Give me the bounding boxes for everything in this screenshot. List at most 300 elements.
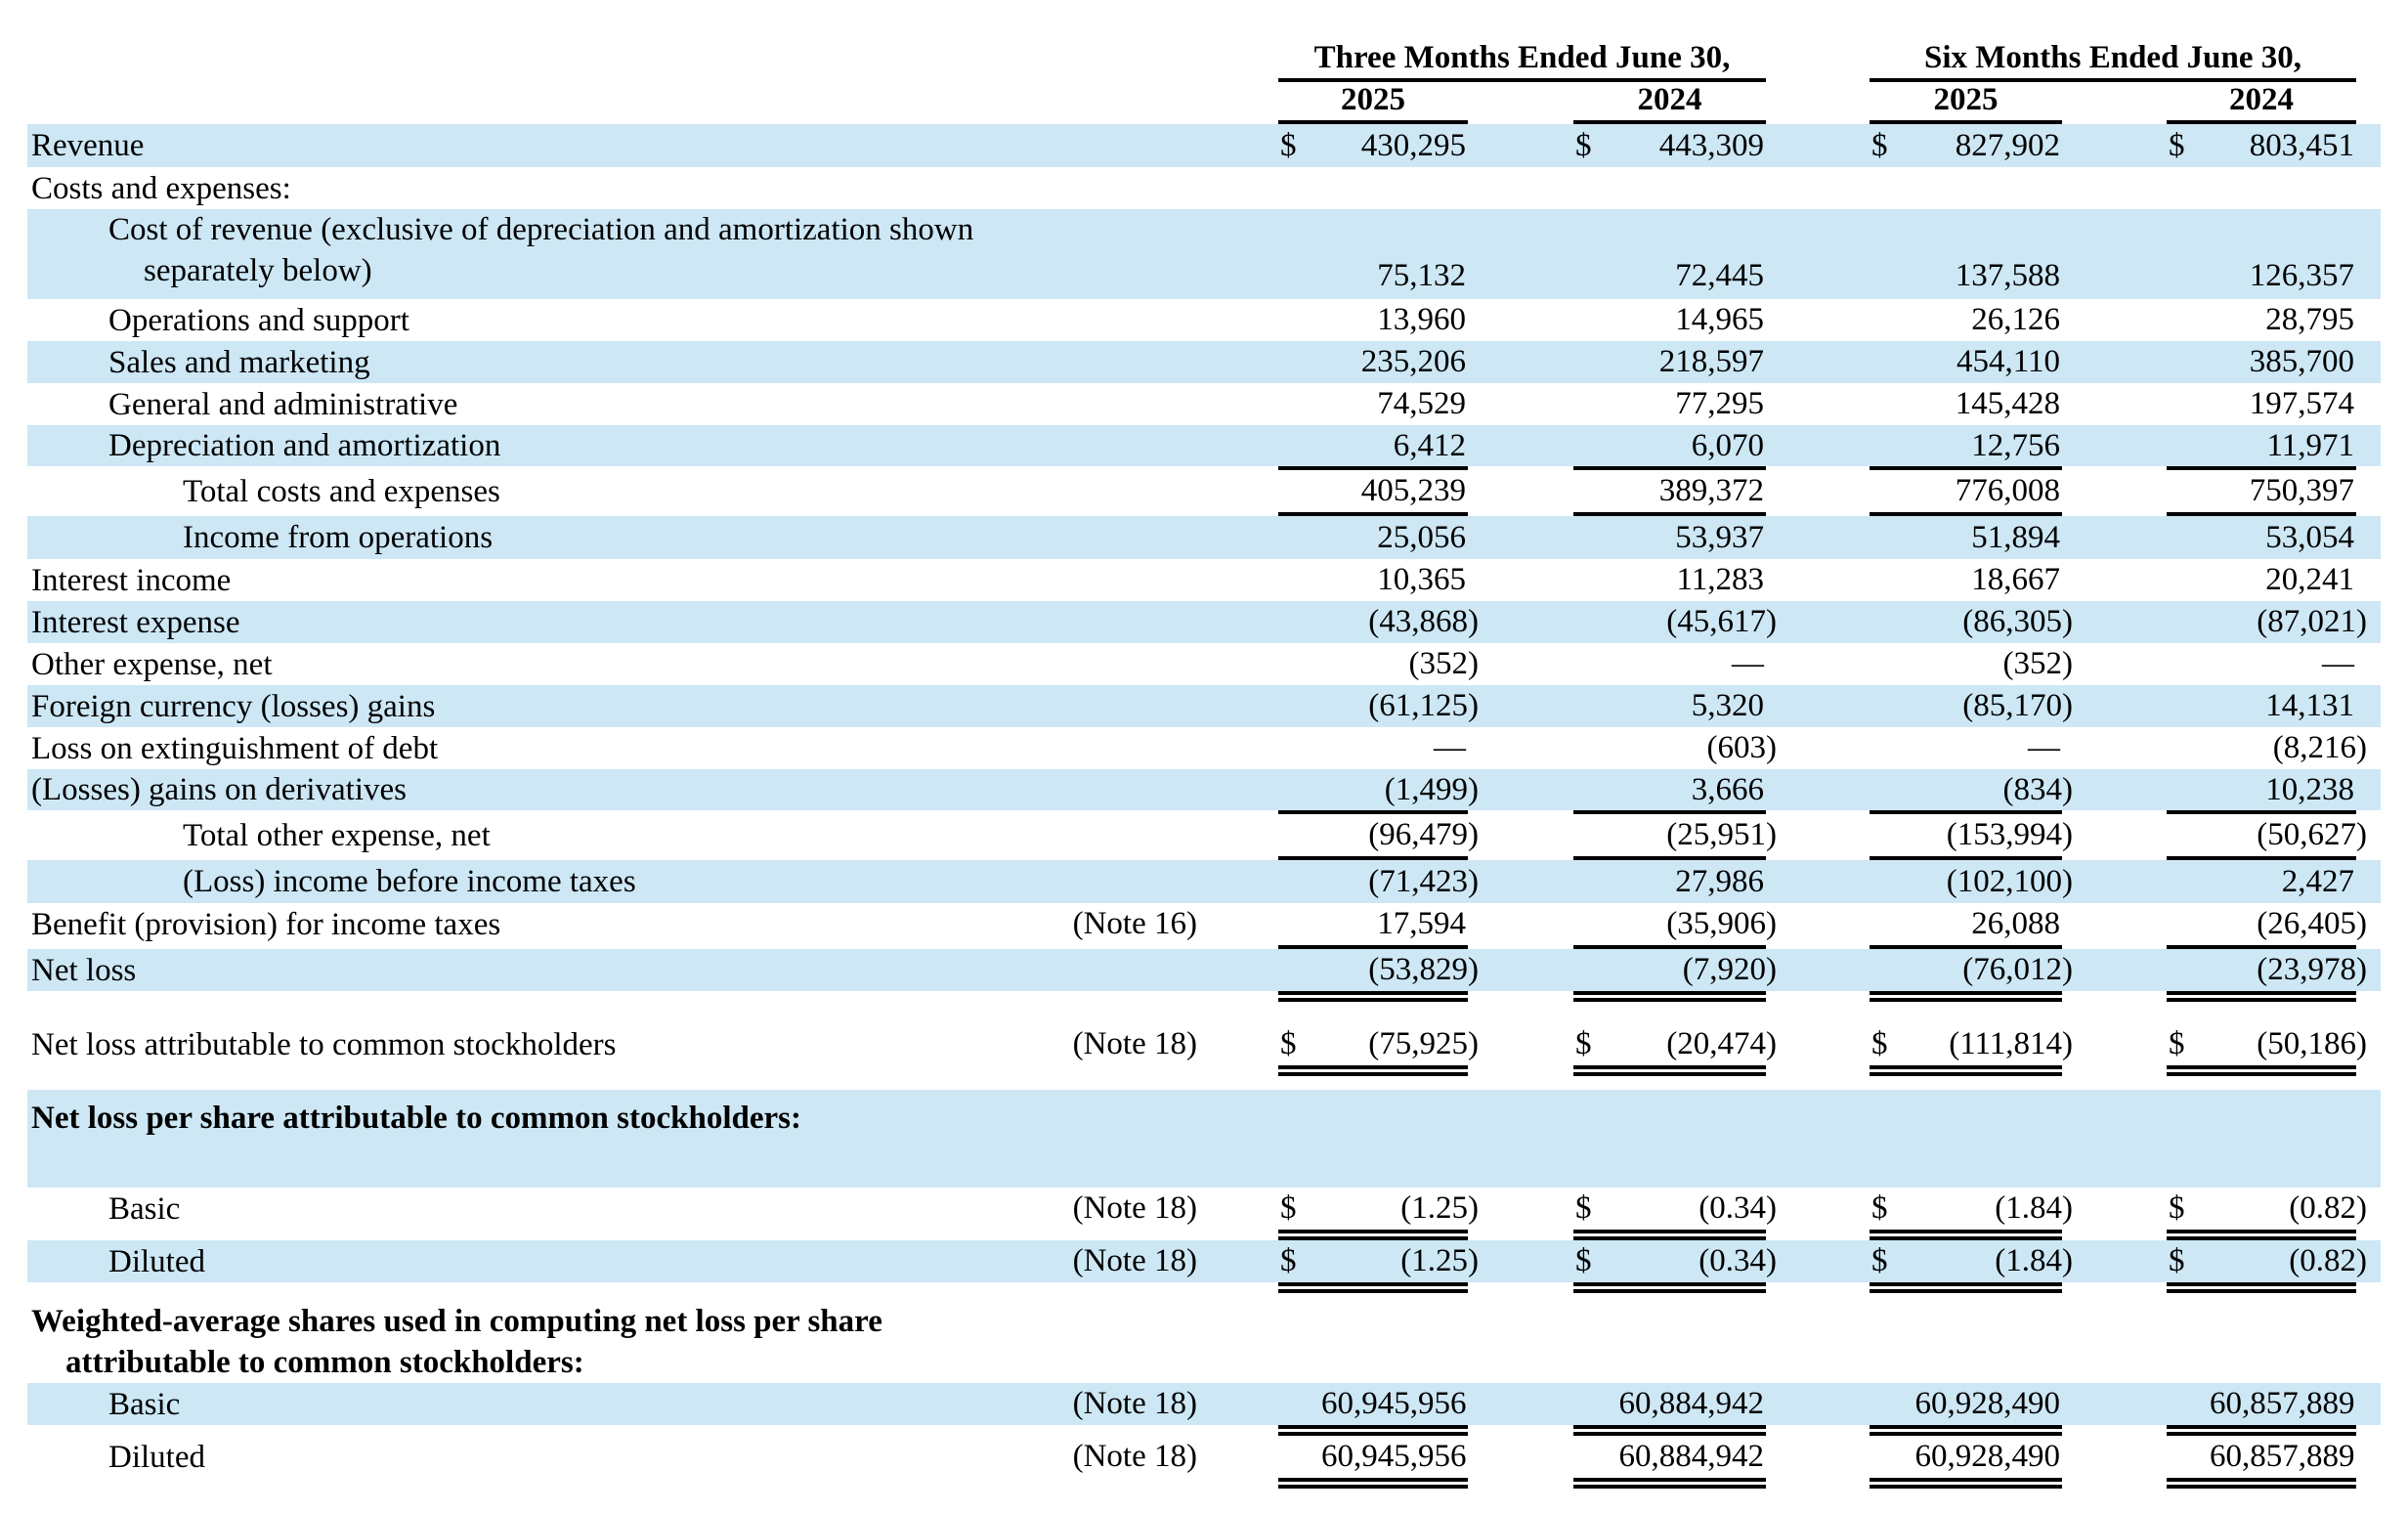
column-gap — [1468, 903, 1573, 949]
column-gap — [1766, 1383, 1870, 1436]
column-gap — [1201, 167, 1278, 209]
dollar-cell — [2167, 949, 2210, 1002]
value-cell: 6,070 — [1616, 425, 1766, 470]
right-margin — [2356, 383, 2381, 425]
value-cell: 2,427 — [2210, 860, 2356, 903]
column-gap — [1766, 769, 1870, 814]
column-gap — [1766, 124, 1870, 167]
value-cell: 827,902 — [1913, 124, 2062, 167]
row-label: Basic — [27, 1383, 1014, 1436]
column-gap — [1766, 516, 1870, 559]
column-gap — [1766, 209, 1870, 299]
row-label: Foreign currency (losses) gains — [27, 685, 1014, 727]
dollar-cell — [1870, 425, 1913, 470]
dollar-cell — [1870, 860, 1913, 903]
value-text: (86,305) — [1962, 604, 2074, 639]
dollar-cell — [2167, 341, 2210, 383]
value-cell — [2210, 949, 2368, 1002]
value-text: (75,925) — [1368, 1026, 1479, 1061]
column-gap — [1201, 1436, 1278, 1489]
dollar-cell — [1870, 1293, 1913, 1383]
value-cell: — — [2322, 646, 2355, 681]
column-gap — [1468, 949, 1573, 1002]
column-gap — [2062, 814, 2167, 860]
dollar-cell — [1573, 769, 1616, 814]
value-text: (61,125) — [1368, 688, 1479, 723]
dollar-cell — [2167, 1090, 2210, 1188]
dollar-cell — [1870, 1383, 1913, 1436]
row-label: Cost of revenue (exclusive of depreciation and amortization shown separately below) — [27, 209, 1014, 299]
dollar-cell — [1278, 1436, 1321, 1489]
value-cell: 137,588 — [1913, 209, 2062, 299]
value-cell: 60,928,490 — [1913, 1383, 2062, 1436]
column-gap — [1468, 167, 1573, 209]
column-gap — [2062, 167, 2167, 209]
column-gap — [1201, 601, 1278, 643]
spacer — [27, 1076, 2381, 1090]
value-cell: — — [1434, 730, 1466, 765]
header-gap — [1201, 37, 1278, 82]
row-label: Loss on extinguishment of debt — [31, 730, 439, 766]
dollar-cell — [1870, 167, 1913, 209]
value-text: (352) — [1408, 646, 1479, 681]
value-cell: 26,088 — [1913, 903, 2062, 949]
table-row — [27, 643, 2381, 685]
header-gap — [1468, 82, 1573, 124]
dollar-cell — [1870, 1436, 1913, 1489]
dollar-cell: $ — [1870, 1023, 1913, 1076]
row-label: Net loss attributable to common stockholders — [31, 1026, 617, 1062]
dollar-cell — [1573, 643, 1616, 685]
column-gap — [1201, 949, 1278, 1002]
note-cell — [1014, 383, 1201, 425]
column-gap — [1468, 209, 1573, 299]
column-gap — [1201, 1383, 1278, 1436]
statement-rows — [27, 124, 2381, 1489]
dollar-cell — [1573, 516, 1616, 559]
value-text: (834) — [2002, 771, 2074, 807]
column-gap — [2062, 299, 2167, 341]
dollar-cell: $ — [2167, 1188, 2210, 1240]
value-cell: 197,574 — [2249, 386, 2355, 421]
value-cell — [1913, 769, 2074, 814]
right-margin — [2356, 299, 2381, 341]
right-margin — [2356, 425, 2381, 470]
dollar-cell — [1278, 860, 1321, 903]
dollar-cell — [1278, 601, 1321, 643]
value-cell — [1913, 814, 2074, 860]
value-cell — [1913, 1240, 2074, 1293]
right-margin — [2356, 470, 2381, 516]
value-cell — [1616, 167, 1766, 209]
value-cell: 14,965 — [1675, 302, 1765, 337]
dollar-cell — [1573, 383, 1616, 425]
dollar-cell: $ — [1278, 1023, 1321, 1076]
period-header-three-months: Three Months Ended June 30, — [1278, 37, 1766, 82]
value-cell — [2210, 903, 2368, 949]
column-gap — [2062, 1436, 2167, 1489]
dollar-cell — [1870, 1090, 1913, 1188]
value-text: (25,951) — [1666, 817, 1778, 852]
note-cell — [1014, 643, 1201, 685]
dollar-cell — [1278, 903, 1321, 949]
value-cell — [1321, 643, 1479, 685]
value-cell — [1616, 1090, 1766, 1188]
dollar-cell — [2167, 860, 2210, 903]
column-gap — [1766, 1090, 1870, 1188]
value-text: (85,170) — [1962, 688, 2074, 723]
dollar-cell — [1870, 685, 1913, 727]
column-gap — [1201, 425, 1278, 470]
dollar-cell — [1278, 685, 1321, 727]
note-cell — [1014, 769, 1201, 814]
value-cell — [2210, 1240, 2368, 1293]
dollar-cell — [2167, 383, 2210, 425]
dollar-cell — [1278, 383, 1321, 425]
table-row — [27, 814, 2381, 860]
value-text: (50,186) — [2257, 1026, 2368, 1061]
note-cell — [1014, 601, 1201, 643]
header-gap — [2062, 82, 2167, 124]
table-row — [27, 209, 2381, 299]
column-gap — [1468, 1293, 1573, 1383]
table-row — [27, 903, 2381, 949]
header-spacer — [27, 37, 1201, 82]
dollar-cell: $ — [2167, 124, 2210, 167]
year-header-h-2024: 2024 — [2167, 82, 2356, 124]
value-text: (1.84) — [1995, 1190, 2074, 1226]
dollar-cell — [1573, 601, 1616, 643]
column-gap — [1468, 299, 1573, 341]
dollar-cell — [1870, 516, 1913, 559]
row-label: Interest income — [31, 562, 232, 598]
value-cell: 235,206 — [1321, 341, 1468, 383]
value-text: (76,012) — [1962, 952, 2074, 987]
row-label: (Losses) gains on derivatives — [27, 769, 1014, 814]
value-cell: 60,884,942 — [1616, 1383, 1766, 1436]
row-label: Total costs and expenses — [183, 473, 500, 509]
value-cell: 443,309 — [1616, 124, 1766, 167]
dollar-cell — [1870, 559, 1913, 601]
dollar-cell — [1573, 299, 1616, 341]
year-header-q-2025: 2025 — [1278, 82, 1468, 124]
table-row — [27, 1188, 2381, 1240]
column-gap — [1468, 341, 1573, 383]
value-text: (50,627) — [2257, 817, 2368, 852]
value-cell — [1321, 601, 1479, 643]
column-gap — [2062, 1188, 2167, 1240]
value-text: (43,868) — [1368, 604, 1479, 639]
column-gap — [1201, 383, 1278, 425]
dollar-cell — [1278, 1383, 1321, 1436]
header-gap — [2356, 37, 2381, 82]
note-cell — [1014, 516, 1201, 559]
table-row — [27, 167, 2381, 209]
year-header-row — [27, 82, 2381, 124]
dollar-cell — [1573, 425, 1616, 470]
column-gap — [1766, 299, 1870, 341]
column-gap — [1201, 341, 1278, 383]
value-cell — [1616, 814, 1778, 860]
value-text: (23,978) — [2257, 952, 2368, 987]
dollar-cell: $ — [1870, 1240, 1913, 1293]
value-text: (102,100) — [1946, 863, 2074, 899]
column-gap — [1766, 903, 1870, 949]
row-label: Other expense, net — [31, 646, 273, 682]
table-row — [27, 1023, 2381, 1076]
column-gap — [1468, 601, 1573, 643]
column-gap — [2062, 341, 2167, 383]
value-cell — [1913, 1293, 2062, 1383]
header-gap — [1201, 82, 1278, 124]
note-cell — [1014, 814, 1201, 860]
column-gap — [1201, 814, 1278, 860]
value-cell — [2210, 1293, 2356, 1383]
year-header-h-2025: 2025 — [1870, 82, 2062, 124]
column-gap — [1201, 299, 1278, 341]
table-row — [27, 559, 2381, 601]
row-label: Net loss — [27, 949, 1014, 1002]
dollar-cell — [1573, 470, 1616, 516]
value-cell — [1913, 1090, 2062, 1188]
dollar-cell — [2167, 814, 2210, 860]
dollar-cell — [1870, 209, 1913, 299]
right-margin — [2356, 1383, 2381, 1436]
value-cell — [1616, 903, 1778, 949]
dollar-cell — [2167, 1383, 2210, 1436]
right-margin — [2356, 860, 2381, 903]
dollar-cell — [1278, 769, 1321, 814]
value-cell — [1321, 814, 1479, 860]
note-cell — [1014, 685, 1201, 727]
dollar-cell — [1573, 727, 1616, 769]
dollar-cell — [1573, 814, 1616, 860]
column-gap — [1766, 643, 1870, 685]
table-row — [27, 1383, 2381, 1436]
value-cell — [1913, 167, 2062, 209]
financial-statement-table — [27, 37, 2381, 1489]
value-cell: 60,884,942 — [1616, 1436, 1766, 1489]
dollar-cell: $ — [2167, 1023, 2210, 1076]
column-gap — [2062, 425, 2167, 470]
column-gap — [2062, 727, 2167, 769]
value-text: (0.34) — [1698, 1190, 1778, 1226]
table-row — [27, 769, 2381, 814]
dollar-cell: $ — [1278, 1188, 1321, 1240]
dollar-cell — [1278, 643, 1321, 685]
value-cell — [1321, 1090, 1468, 1188]
spacer-row — [27, 1076, 2381, 1090]
table-row — [27, 341, 2381, 383]
dollar-cell — [1278, 167, 1321, 209]
column-gap — [1201, 470, 1278, 516]
column-gap — [2062, 559, 2167, 601]
column-gap — [1201, 860, 1278, 903]
note-cell — [1014, 727, 1201, 769]
dollar-cell — [2167, 167, 2210, 209]
dollar-cell: $ — [1573, 1240, 1616, 1293]
year-header-q-2024: 2024 — [1573, 82, 1766, 124]
column-gap — [1468, 860, 1573, 903]
value-cell: 20,241 — [2265, 562, 2355, 597]
table-row — [27, 470, 2381, 516]
note-cell — [1014, 299, 1201, 341]
dollar-cell: $ — [1573, 1188, 1616, 1240]
column-gap — [2062, 1240, 2167, 1293]
column-gap — [1201, 769, 1278, 814]
dollar-cell — [2167, 601, 2210, 643]
value-text: (71,423) — [1368, 863, 1479, 899]
dollar-cell — [2167, 516, 2210, 559]
row-label: Revenue — [27, 124, 1014, 167]
dollar-cell: $ — [1573, 124, 1616, 167]
value-text: (45,617) — [1666, 604, 1778, 639]
table-row — [27, 727, 2381, 769]
column-gap — [2062, 209, 2167, 299]
row-note: (Note 18) — [1014, 1240, 1201, 1293]
right-margin — [2356, 1293, 2381, 1383]
right-margin — [2356, 1436, 2381, 1489]
value-text: (1,499) — [1384, 771, 1479, 807]
column-gap — [1468, 383, 1573, 425]
right-margin — [2356, 167, 2381, 209]
row-label: Diluted — [27, 1240, 1014, 1293]
value-text: (111,814) — [1949, 1026, 2074, 1061]
dollar-cell: $ — [1278, 1240, 1321, 1293]
dollar-cell: $ — [1573, 1023, 1616, 1076]
column-gap — [1766, 1240, 1870, 1293]
value-cell — [1321, 949, 1479, 1002]
note-cell — [1014, 124, 1201, 167]
value-cell: 3,666 — [1616, 769, 1766, 814]
value-cell: 145,428 — [1955, 386, 2061, 421]
spacer-row — [27, 1002, 2381, 1023]
dollar-cell — [1573, 341, 1616, 383]
value-cell — [1616, 601, 1778, 643]
value-cell: 60,857,889 — [2210, 1383, 2356, 1436]
column-gap — [2062, 1023, 2167, 1076]
value-cell: — — [1732, 646, 1765, 681]
column-gap — [2062, 383, 2167, 425]
column-gap — [1201, 209, 1278, 299]
value-cell: 11,283 — [1676, 562, 1765, 597]
column-gap — [1766, 601, 1870, 643]
row-label: Benefit (provision) for income taxes — [31, 906, 501, 942]
value-cell: 17,594 — [1321, 903, 1468, 949]
table-row — [27, 685, 2381, 727]
value-cell — [1913, 643, 2074, 685]
dollar-cell — [1573, 903, 1616, 949]
header-gap — [1766, 82, 1870, 124]
column-gap — [1468, 1023, 1573, 1076]
column-gap — [2062, 903, 2167, 949]
dollar-cell — [1870, 903, 1913, 949]
value-cell: 75,132 — [1321, 209, 1468, 299]
column-gap — [2062, 470, 2167, 516]
value-cell — [2210, 1023, 2368, 1076]
value-cell — [1913, 949, 2074, 1002]
column-gap — [2062, 601, 2167, 643]
value-cell: 60,928,490 — [1913, 1436, 2062, 1489]
column-gap — [1468, 470, 1573, 516]
column-gap — [1766, 1188, 1870, 1240]
table-row — [27, 1240, 2381, 1293]
table-row — [27, 124, 2381, 167]
value-cell: 405,239 — [1321, 470, 1468, 516]
value-cell — [1321, 1023, 1479, 1076]
row-label: General and administrative — [108, 386, 458, 422]
value-cell: 389,372 — [1616, 470, 1766, 516]
value-cell — [1616, 727, 1778, 769]
value-cell: 51,894 — [1913, 516, 2062, 559]
row-label: Total other expense, net — [183, 817, 491, 853]
value-cell — [2210, 814, 2368, 860]
dollar-cell: $ — [1870, 124, 1913, 167]
column-gap — [1468, 727, 1573, 769]
table-row — [27, 949, 2381, 1002]
column-gap — [2062, 949, 2167, 1002]
dollar-cell — [1278, 727, 1321, 769]
table-row — [27, 1293, 2381, 1383]
value-cell: 13,960 — [1377, 302, 1466, 337]
table-row — [27, 1436, 2381, 1489]
column-gap — [1766, 383, 1870, 425]
right-margin — [2356, 124, 2381, 167]
column-gap — [1766, 949, 1870, 1002]
column-gap — [1201, 1188, 1278, 1240]
dollar-cell — [1573, 1293, 1616, 1383]
dollar-cell — [1573, 1090, 1616, 1188]
table-row — [27, 516, 2381, 559]
column-gap — [1766, 860, 1870, 903]
row-label: Sales and marketing — [27, 341, 1014, 383]
value-cell: 14,131 — [2210, 685, 2356, 727]
value-cell: 12,756 — [1913, 425, 2062, 470]
dollar-cell — [2167, 727, 2210, 769]
value-cell: 218,597 — [1616, 341, 1766, 383]
note-cell — [1014, 559, 1201, 601]
value-text: (53,829) — [1368, 952, 1479, 987]
column-gap — [1766, 341, 1870, 383]
dollar-cell — [1870, 341, 1913, 383]
column-gap — [2062, 860, 2167, 903]
spacer — [27, 1002, 2381, 1023]
dollar-cell — [1573, 167, 1616, 209]
value-cell: 776,008 — [1913, 470, 2062, 516]
period-header-six-months: Six Months Ended June 30, — [1870, 37, 2356, 82]
dollar-cell — [2167, 425, 2210, 470]
value-cell: 5,320 — [1616, 685, 1766, 727]
value-text: (352) — [2002, 646, 2074, 681]
column-gap — [2062, 1383, 2167, 1436]
value-cell: 10,238 — [2210, 769, 2356, 814]
right-margin — [2356, 341, 2381, 383]
value-cell: 60,945,956 — [1321, 1383, 1468, 1436]
value-cell — [1321, 167, 1468, 209]
value-cell: 10,365 — [1377, 562, 1466, 597]
value-text: (1.25) — [1400, 1243, 1479, 1278]
column-gap — [1468, 1383, 1573, 1436]
note-cell — [1014, 1293, 1201, 1383]
dollar-cell — [2167, 643, 2210, 685]
value-cell: 72,445 — [1616, 209, 1766, 299]
dollar-cell — [1278, 209, 1321, 299]
note-cell — [1014, 425, 1201, 470]
value-cell — [1321, 685, 1479, 727]
dollar-cell: $ — [1278, 124, 1321, 167]
value-cell — [1913, 685, 2074, 727]
dollar-cell — [1870, 643, 1913, 685]
